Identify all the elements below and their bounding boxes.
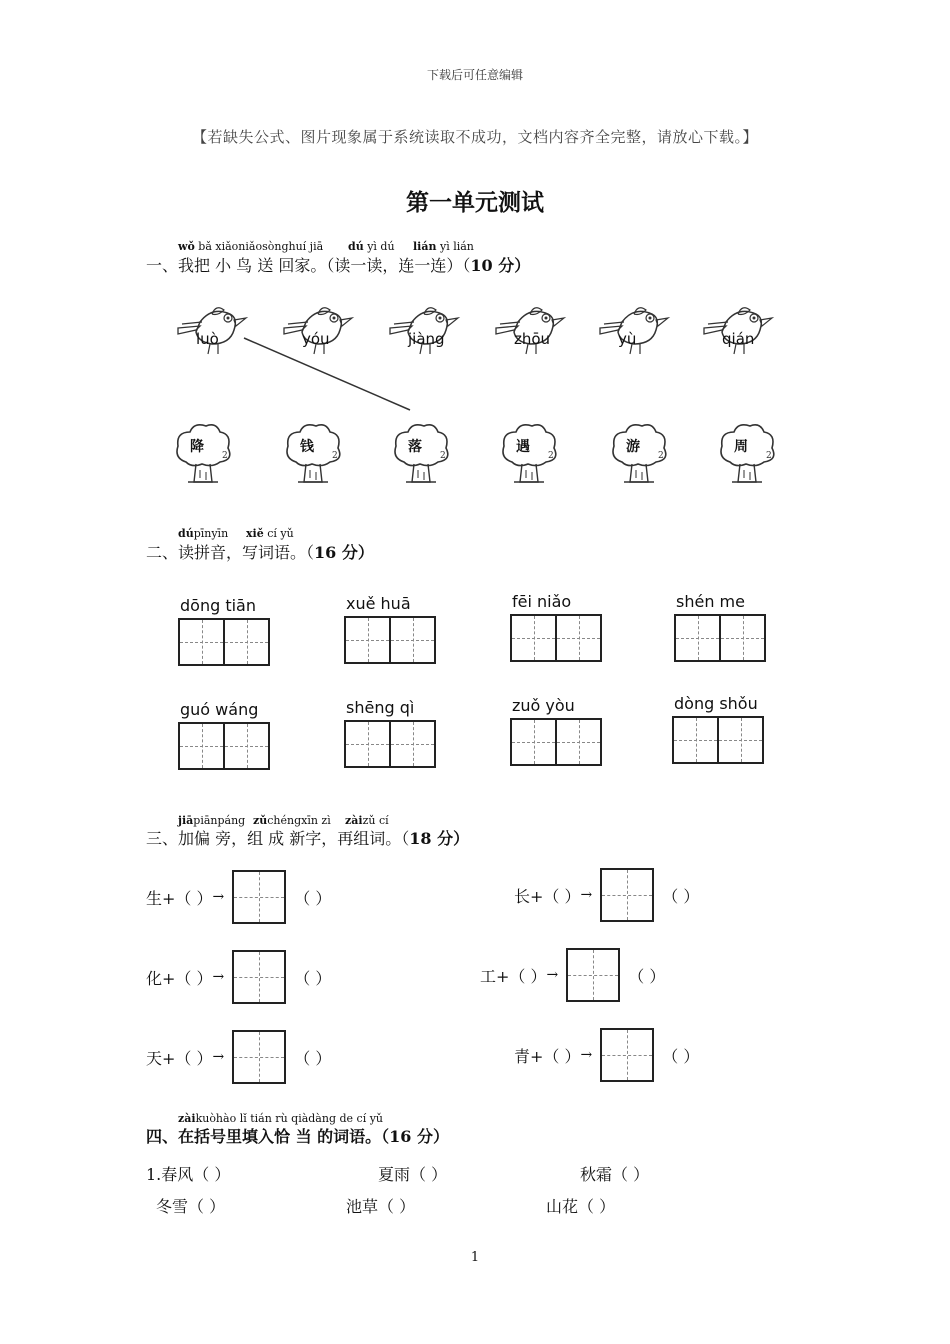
- base-character: 化+: [146, 968, 176, 988]
- tree-4[interactable]: [498, 422, 560, 488]
- grid-cell[interactable]: [180, 620, 223, 664]
- bird-pinyin-label: yóu: [302, 330, 330, 348]
- pinyin-word: zuǒ yòu: [512, 696, 575, 715]
- radical-blank[interactable]: （ ）: [543, 1046, 581, 1066]
- new-character-box[interactable]: [232, 870, 286, 924]
- arrow-icon: →: [580, 1047, 593, 1063]
- arrow-icon: →: [212, 969, 225, 985]
- pinyin-word: fēi niǎo: [512, 592, 572, 611]
- arrow-icon: →: [546, 967, 559, 983]
- grid-cell[interactable]: [223, 620, 268, 664]
- bird-pinyin-label: jiàng: [408, 330, 445, 348]
- page-title: 第一单元测试: [406, 189, 544, 216]
- fill-item[interactable]: 池草（ ）: [346, 1197, 416, 1216]
- writing-grid[interactable]: [178, 722, 270, 770]
- word-blank[interactable]: （ ）: [294, 1048, 332, 1068]
- tree-2[interactable]: [282, 422, 344, 488]
- radical-blank[interactable]: （ ）: [543, 886, 581, 906]
- radical-item: [480, 948, 665, 1002]
- bird-pinyin-label: zhōu: [514, 330, 551, 348]
- fill-item[interactable]: 夏雨（ ）: [378, 1165, 448, 1184]
- svg-text:2: 2: [440, 451, 446, 461]
- tree-character: 落: [408, 439, 422, 455]
- section4-heading: 四、在括号里填入恰 当 的词语。（16 分）: [146, 1127, 449, 1146]
- writing-grid[interactable]: [510, 718, 602, 766]
- fill-item[interactable]: 冬雪（ ）: [156, 1197, 226, 1216]
- word-blank[interactable]: （ ）: [662, 1046, 700, 1066]
- tree-5[interactable]: [608, 422, 670, 488]
- page-number: 1: [470, 1250, 480, 1265]
- tree-3[interactable]: [390, 422, 452, 488]
- svg-text:2: 2: [766, 451, 772, 461]
- section3-pinyin-2: zǔchéngxīn zì: [253, 814, 331, 827]
- radical-blank[interactable]: （ ）: [509, 966, 547, 986]
- download-notice: 【若缺失公式、图片现象属于系统读取不成功，文档内容齐全完整，请放心下载。】: [191, 128, 758, 146]
- writing-grid[interactable]: [510, 614, 602, 662]
- new-character-box[interactable]: [566, 948, 620, 1002]
- new-character-box[interactable]: [232, 950, 286, 1004]
- base-character: 工+: [480, 966, 510, 986]
- tree-1[interactable]: [172, 422, 234, 488]
- grid-cell[interactable]: [346, 618, 389, 662]
- section1-pinyin-3: lián yì lián: [413, 240, 474, 253]
- connect-line: [0, 0, 950, 520]
- pinyin-word: guó wáng: [180, 700, 259, 719]
- grid-cell[interactable]: [717, 718, 762, 762]
- grid-cell[interactable]: [180, 724, 223, 768]
- pinyin-word: shēng qì: [346, 698, 415, 717]
- svg-text:2: 2: [548, 451, 554, 461]
- writing-grid[interactable]: [344, 720, 436, 768]
- svg-text:2: 2: [332, 451, 338, 461]
- bird-pinyin-label: luò: [196, 330, 219, 348]
- section3-pinyin-3: zàizǔ cí: [345, 814, 389, 827]
- arrow-icon: →: [580, 887, 593, 903]
- grid-cell[interactable]: [555, 720, 600, 764]
- grid-cell[interactable]: [346, 722, 389, 766]
- grid-cell[interactable]: [223, 724, 268, 768]
- word-blank[interactable]: （ ）: [294, 968, 332, 988]
- base-character: 青+: [514, 1046, 544, 1066]
- radical-blank[interactable]: （ ）: [175, 968, 213, 988]
- section3-heading: 三、加偏 旁，组 成 新字，再组词。（18 分）: [146, 829, 470, 848]
- fill-item[interactable]: 山花（ ）: [546, 1197, 616, 1216]
- section2-pinyin-2: xiě cí yǔ: [246, 527, 294, 540]
- writing-grid[interactable]: [674, 614, 766, 662]
- base-character: 生+: [146, 888, 176, 908]
- word-blank[interactable]: （ ）: [628, 966, 666, 986]
- base-character: 长+: [514, 886, 544, 906]
- radical-item: [146, 870, 331, 924]
- tree-character: 周: [734, 439, 748, 455]
- bird-pinyin-label: yù: [618, 330, 637, 348]
- writing-grid[interactable]: [672, 716, 764, 764]
- section2-pinyin: dúpīnyīn: [178, 527, 229, 540]
- grid-cell[interactable]: [512, 616, 555, 660]
- radical-blank[interactable]: （ ）: [175, 1048, 213, 1068]
- new-character-box[interactable]: [600, 868, 654, 922]
- arrow-icon: →: [212, 889, 225, 905]
- new-character-box[interactable]: [600, 1028, 654, 1082]
- radical-item: [514, 868, 699, 922]
- writing-grid[interactable]: [178, 618, 270, 666]
- section3-pinyin: jiāpiānpáng: [178, 814, 246, 827]
- pinyin-word: shén me: [676, 592, 745, 611]
- grid-cell[interactable]: [676, 616, 719, 660]
- base-character: 天+: [146, 1048, 176, 1068]
- radical-item: [146, 950, 331, 1004]
- tree-6[interactable]: [716, 422, 778, 488]
- tree-character: 遇: [516, 439, 530, 455]
- new-character-box[interactable]: [232, 1030, 286, 1084]
- tree-character: 降: [190, 439, 204, 455]
- section1-heading: 一、我把 小 鸟 送 回家。（读一读，连一连）（10 分）: [146, 256, 531, 275]
- section1-pinyin-2: dú yì dú: [348, 240, 395, 253]
- bird-pinyin-label: qián: [722, 330, 755, 348]
- section4-pinyin: zàikuòhào lǐ tián rù qiàdàng de cí yǔ: [178, 1112, 384, 1125]
- writing-grid[interactable]: [344, 616, 436, 664]
- svg-text:2: 2: [222, 451, 228, 461]
- grid-cell[interactable]: [389, 722, 434, 766]
- grid-cell[interactable]: [389, 618, 434, 662]
- fill-item[interactable]: 秋霜（ ）: [580, 1165, 650, 1184]
- arrow-icon: →: [212, 1049, 225, 1065]
- pinyin-word: dōng tiān: [180, 596, 256, 615]
- radical-item: [146, 1030, 331, 1084]
- section1-pinyin: wǒ bǎ xiǎoniǎosònghuí jiā: [178, 240, 324, 253]
- svg-text:2: 2: [658, 451, 664, 461]
- grid-cell[interactable]: [719, 616, 764, 660]
- word-blank[interactable]: （ ）: [294, 888, 332, 908]
- radical-item: [514, 1028, 699, 1082]
- radical-blank[interactable]: （ ）: [175, 888, 213, 908]
- tree-character: 游: [626, 439, 640, 455]
- page-header: 下载后可任意编辑: [426, 68, 523, 82]
- tree-character: 钱: [300, 439, 314, 455]
- fill-item[interactable]: 1.春风（ ）: [146, 1165, 231, 1184]
- grid-cell[interactable]: [512, 720, 555, 764]
- word-blank[interactable]: （ ）: [662, 886, 700, 906]
- pinyin-word: dòng shǒu: [674, 694, 758, 713]
- pinyin-word: xuě huā: [346, 594, 411, 613]
- grid-cell[interactable]: [674, 718, 717, 762]
- section2-heading: 二、读拼音，写词语。（16 分）: [146, 543, 374, 562]
- grid-cell[interactable]: [555, 616, 600, 660]
